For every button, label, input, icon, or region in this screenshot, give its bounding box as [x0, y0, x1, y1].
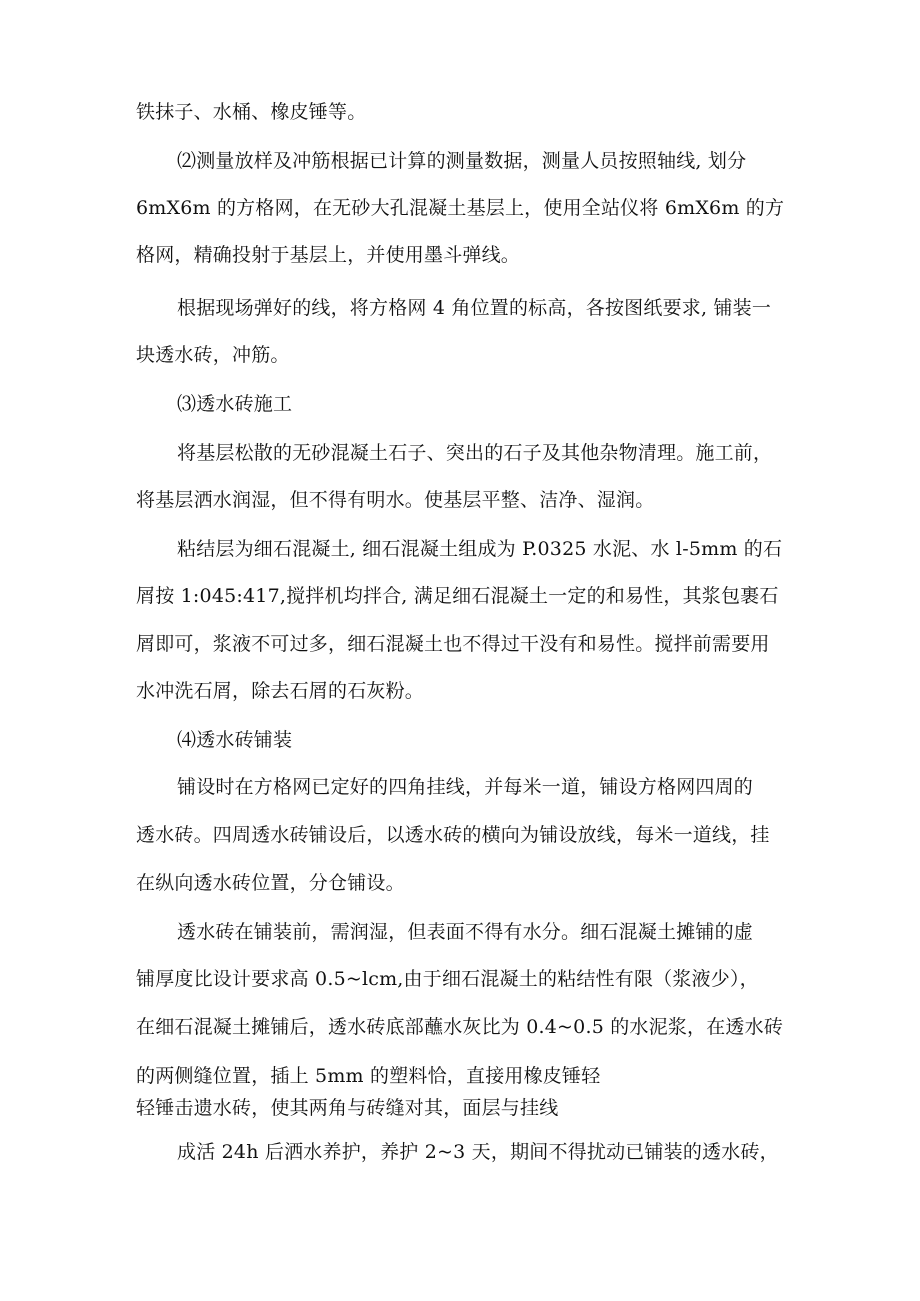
- text-line: 根据现场弹好的线，将方格网 4 角位置的标高，各按图纸要求, 铺装一: [177, 297, 772, 319]
- text-line: 轻锤击遗水砖，使其两角与砖缝对其，面层与挂线: [136, 1097, 559, 1119]
- text-line: 6mX6m 的方格网，在无砂大孔混凝土基层上，使用全站仪将 6mX6m 的方: [136, 197, 785, 219]
- text-line: 透水砖。四周透水砖铺设后，以透水砖的横向为铺设放线，每米一道线，挂: [136, 824, 770, 846]
- section-heading: ⑶透水砖施工: [177, 393, 293, 415]
- text-line: 块透水砖，冲筋。: [136, 344, 290, 366]
- text-line: 水冲洗石屑，除去石屑的石灰粉。: [136, 680, 425, 702]
- text-line: 在纵向透水砖位置，分仓铺设。: [136, 872, 405, 894]
- text-line: ⑵测量放样及冲筋根据已计算的测量数据，测量人员按照轴线, 划分: [177, 150, 747, 172]
- text-line: 屑即可，浆液不可过多，细石混凝土也不得过干没有和易性。搅拌前需要用: [136, 633, 770, 655]
- text-line: 格网，精确投射于基层上，并使用墨斗弹线。: [136, 244, 521, 266]
- text-line: 将基层洒水润湿，但不得有明水。使基层平整、洁净、湿润。: [136, 489, 655, 511]
- text-line: 在细石混凝土摊铺后，透水砖底部蘸水灰比为 0.4~0.5 的水泥浆，在透水砖: [136, 1016, 784, 1038]
- text-line: 成活 24h 后洒水养护，养护 2~3 天，期间不得扰动已铺装的透水砖，: [177, 1141, 779, 1163]
- text-line: 铺厚度比设计要求高 0.5~lcm,由于细石混凝土的粘结性有限（浆液少），: [136, 968, 759, 990]
- text-line: 屑按 1:045:417,搅拌机均拌合, 满足细石混凝土一定的和易性，其浆包裹石: [136, 585, 779, 607]
- text-line: 的两侧缝位置，插上 5mm 的塑料恰，直接用橡皮锤轻: [136, 1065, 601, 1087]
- text-line: 铁抹子、水桶、橡皮锤等。: [136, 101, 367, 123]
- text-line: 铺设时在方格网已定好的四角挂线，并每米一道，铺设方格网四周的: [177, 776, 754, 798]
- text-line: 透水砖在铺装前，需润湿，但表面不得有水分。细石混凝土摊铺的虚: [177, 921, 754, 943]
- text-line: 将基层松散的无砂混凝土石子、突出的石子及其他杂物清理。施工前，: [177, 442, 773, 464]
- text-line: 粘结层为细石混凝土, 细石混凝土组成为 P.0325 水泥、水 l-5mm 的石: [177, 538, 783, 560]
- section-heading: ⑷透水砖铺装: [177, 729, 293, 751]
